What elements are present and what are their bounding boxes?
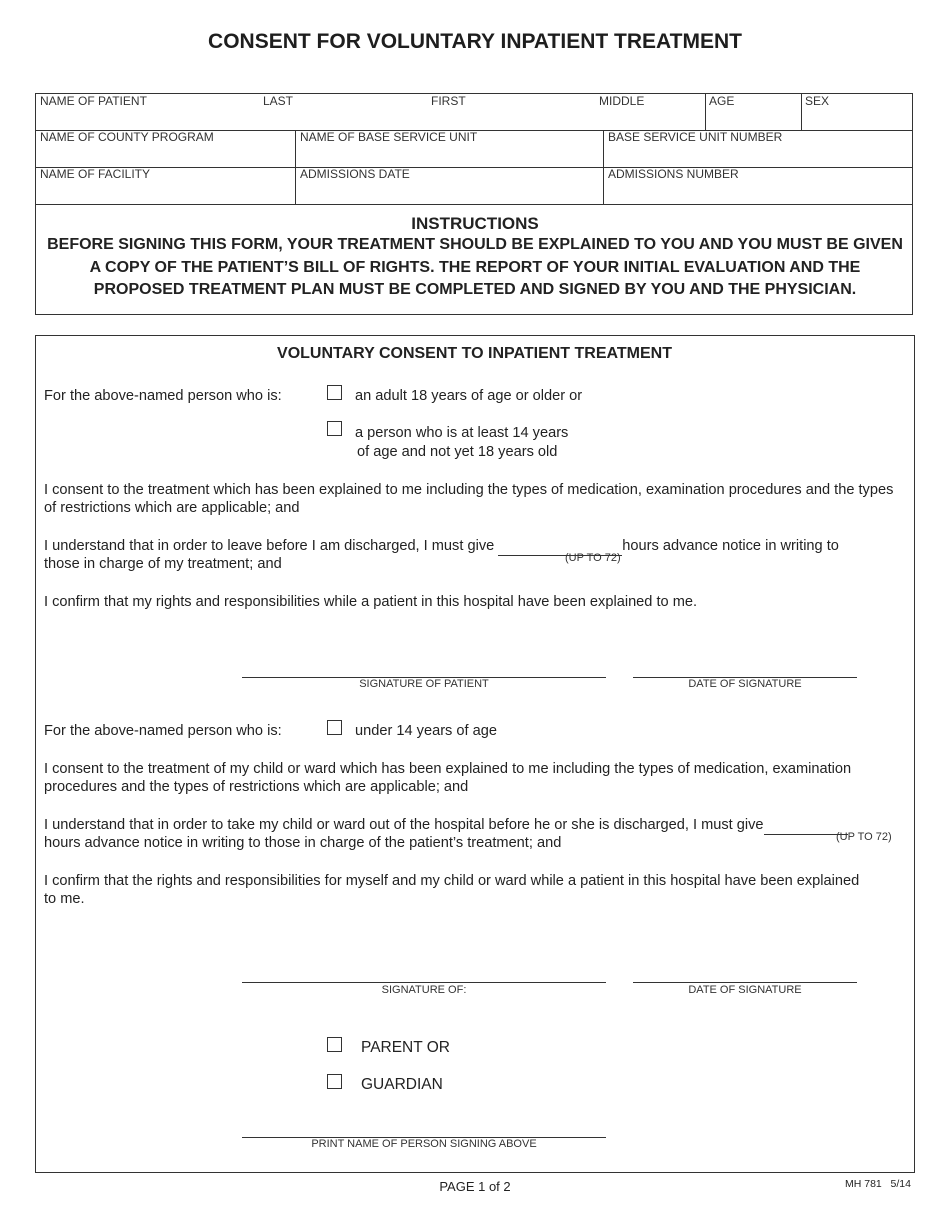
base-service-unit-number-field[interactable]: BASE SERVICE UNIT NUMBER xyxy=(608,130,783,144)
table-divider xyxy=(801,94,802,130)
child-leave-part1: I understand that in order to take my child or ward out of the hospital before he or she is discharged, I must give xyxy=(44,817,764,833)
form-identifier: MH 781 5/14 xyxy=(845,1178,911,1190)
adult-checkbox[interactable] xyxy=(327,385,342,400)
child-up-to-72-hint: (UP TO 72) xyxy=(836,831,892,843)
patient-info-table xyxy=(35,93,913,315)
guardian-signature-line[interactable] xyxy=(242,982,606,983)
facility-field[interactable]: NAME OF FACILITY xyxy=(40,167,151,181)
child-leave-part2: hours advance notice in writing to those in charge of the patient’s treatment; and xyxy=(44,835,562,851)
minor-14-17-checkbox[interactable] xyxy=(327,421,342,436)
child-leave-notice-text xyxy=(44,816,848,835)
consent-section xyxy=(35,335,915,1173)
minor-option-label-line1: a person who is at least 14 years xyxy=(355,425,569,441)
guardian-signature-label: SIGNATURE OF: xyxy=(381,984,467,996)
table-divider xyxy=(36,167,912,168)
guardian-checkbox[interactable] xyxy=(327,1074,342,1089)
table-divider xyxy=(603,130,604,204)
leave-notice-part3: those in charge of my treatment; and xyxy=(44,556,282,572)
adult-confirm-text: I confirm that my rights and responsibilities while a patient in this hospital have been explained to me. xyxy=(44,594,698,610)
table-divider xyxy=(705,94,706,130)
table-divider xyxy=(295,130,296,204)
first-name-label: FIRST xyxy=(431,94,466,108)
page-number: PAGE 1 of 2 xyxy=(439,1179,511,1194)
leave-notice-part1: I understand that in order to leave before I am discharged, I must give xyxy=(44,538,495,554)
instructions-body: BEFORE SIGNING THIS FORM, YOUR TREATMENT SHOULD BE EXPLAINED TO YOU AND YOU MUST BE GIVEN A COPY OF THE PATIENT’S BILL OF RIGHTS. THE REPORT OF YOUR INITIAL EVALUATION AND THE PROPOSED TREATMENT PLAN MUST BE COMPLETED AND SIGNED BY YOU AND THE PHYSICIAN. xyxy=(47,236,903,298)
patient-signature-label: SIGNATURE OF PATIENT xyxy=(359,678,489,690)
admissions-date-field[interactable]: ADMISSIONS DATE xyxy=(300,167,410,181)
parent-checkbox[interactable] xyxy=(327,1037,342,1052)
child-notice-hours-field[interactable] xyxy=(764,816,848,835)
guardian-option-label: GUARDIAN xyxy=(361,1076,443,1093)
middle-name-label: MIDDLE xyxy=(599,94,645,108)
guardian-date-label: DATE OF SIGNATURE xyxy=(688,984,802,996)
patient-date-label: DATE OF SIGNATURE xyxy=(688,678,802,690)
age-field[interactable]: AGE xyxy=(709,94,735,108)
adult-lead-text: For the above-named person who is: xyxy=(44,388,282,404)
last-name-label: LAST xyxy=(263,94,294,108)
table-divider xyxy=(36,204,912,205)
adult-up-to-72-hint: (UP TO 72) xyxy=(565,552,621,564)
base-service-unit-field[interactable]: NAME OF BASE SERVICE UNIT xyxy=(300,130,478,144)
under-14-option-label: under 14 years of age xyxy=(355,723,497,739)
under-14-checkbox[interactable] xyxy=(327,720,342,735)
admissions-number-field[interactable]: ADMISSIONS NUMBER xyxy=(608,167,739,181)
form-title: CONSENT FOR VOLUNTARY INPATIENT TREATMENT xyxy=(208,30,742,53)
child-confirm-text: I confirm that the rights and responsibilities for myself and my child or ward while a patient in this hospital have been explained to me. xyxy=(44,873,860,907)
parent-option-label: PARENT OR xyxy=(361,1039,450,1056)
section-title: VOLUNTARY CONSENT TO INPATIENT TREATMENT xyxy=(277,345,672,362)
county-program-field[interactable]: NAME OF COUNTY PROGRAM xyxy=(40,130,214,144)
print-name-label: PRINT NAME OF PERSON SIGNING ABOVE xyxy=(311,1138,537,1150)
adult-consent-text: I consent to the treatment which has been explained to me including the types of medication, examination procedures and the types of restrictions which are applicable; and xyxy=(44,482,894,516)
sex-field[interactable]: SEX xyxy=(805,94,830,108)
adult-option-label: an adult 18 years of age or older or xyxy=(355,388,583,404)
child-lead-text: For the above-named person who is: xyxy=(44,723,282,739)
instructions-title: INSTRUCTIONS xyxy=(411,214,539,233)
child-consent-text: I consent to the treatment of my child or ward which has been explained to me including the types of medication, examination procedures and the types of restrictions which are applicable; and xyxy=(44,761,852,795)
name-of-patient-field[interactable]: NAME OF PATIENT xyxy=(40,94,147,108)
leave-notice-part2: hours advance notice in writing to xyxy=(622,538,839,554)
adult-leave-notice-text xyxy=(44,537,839,556)
minor-option-label-line2: of age and not yet 18 years old xyxy=(357,444,558,460)
guardian-date-line[interactable] xyxy=(633,982,857,983)
